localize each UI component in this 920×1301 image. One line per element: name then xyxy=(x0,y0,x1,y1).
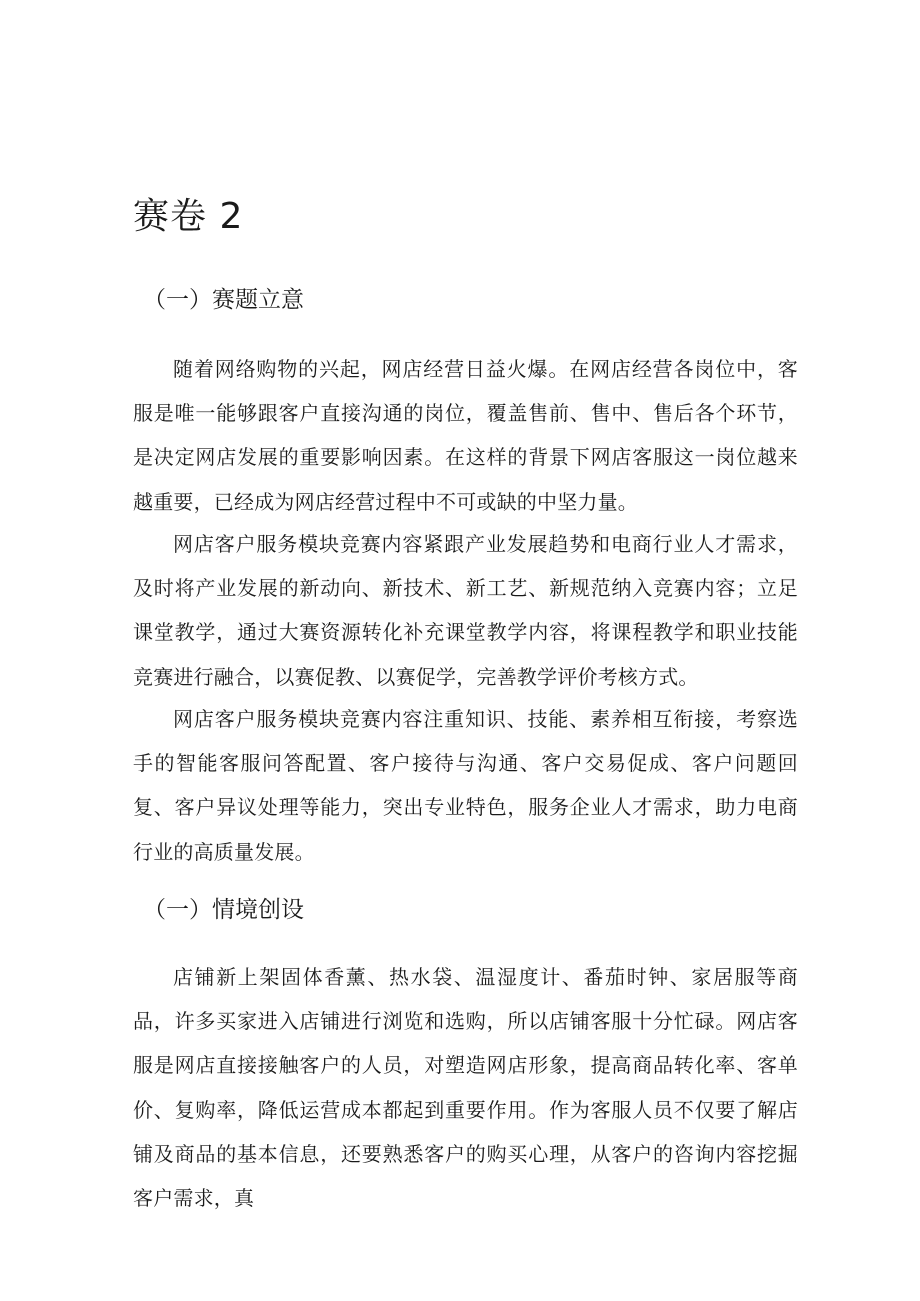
section-heading-purpose: （一）赛题立意 xyxy=(143,287,304,313)
paragraph: 随着网络购物的兴起，网店经营日益火爆。在网店经营各岗位中，客服是唯一能够跟客户直接沟通的岗位，覆盖售前、售中、售后各个环节，是决定网店发展的重要影响因素。在这样的背景下网店客服这一岗位越来越重要，已经成为网店经营过程中不可或缺的中坚力量。 xyxy=(133,357,798,514)
paragraph: 店铺新上架固体香薰、热水袋、温湿度计、番茄时钟、家居服等商品，许多买家进入店铺进行浏览和选购，所以店铺客服十分忙碌。网店客服是网店直接接触客户的人员，对塑造网店形象，提高商品转化率、客单价、复购率，降低运营成本都起到重要作用。作为客服人员不仅要了解店铺及商品的基本信息，还要熟悉客户的购买心理，从客户的咨询内容挖掘客户需求，真 xyxy=(133,965,798,1211)
paragraph: 网店客户服务模块竞赛内容紧跟产业发展趋势和电商行业人才需求，及时将产业发展的新动向、新技术、新工艺、新规范纳入竞赛内容；立足课堂教学，通过大赛资源转化补充课堂教学内容，将课程教学和职业技能竞赛进行融合，以赛促教、以赛促学，完善教学评价考核方式。 xyxy=(133,532,798,689)
paragraph: 网店客户服务模块竞赛内容注重知识、技能、素养相互衔接，考察选手的智能客服问答配置、客户接待与沟通、客户交易促成、客户问题回复、客户异议处理等能力，突出专业特色，服务企业人才需求，助力电商行业的高质量发展。 xyxy=(133,707,798,864)
section-heading-scenario: （一）情境创设 xyxy=(143,897,304,923)
document-title: 赛卷 2 xyxy=(133,196,244,237)
